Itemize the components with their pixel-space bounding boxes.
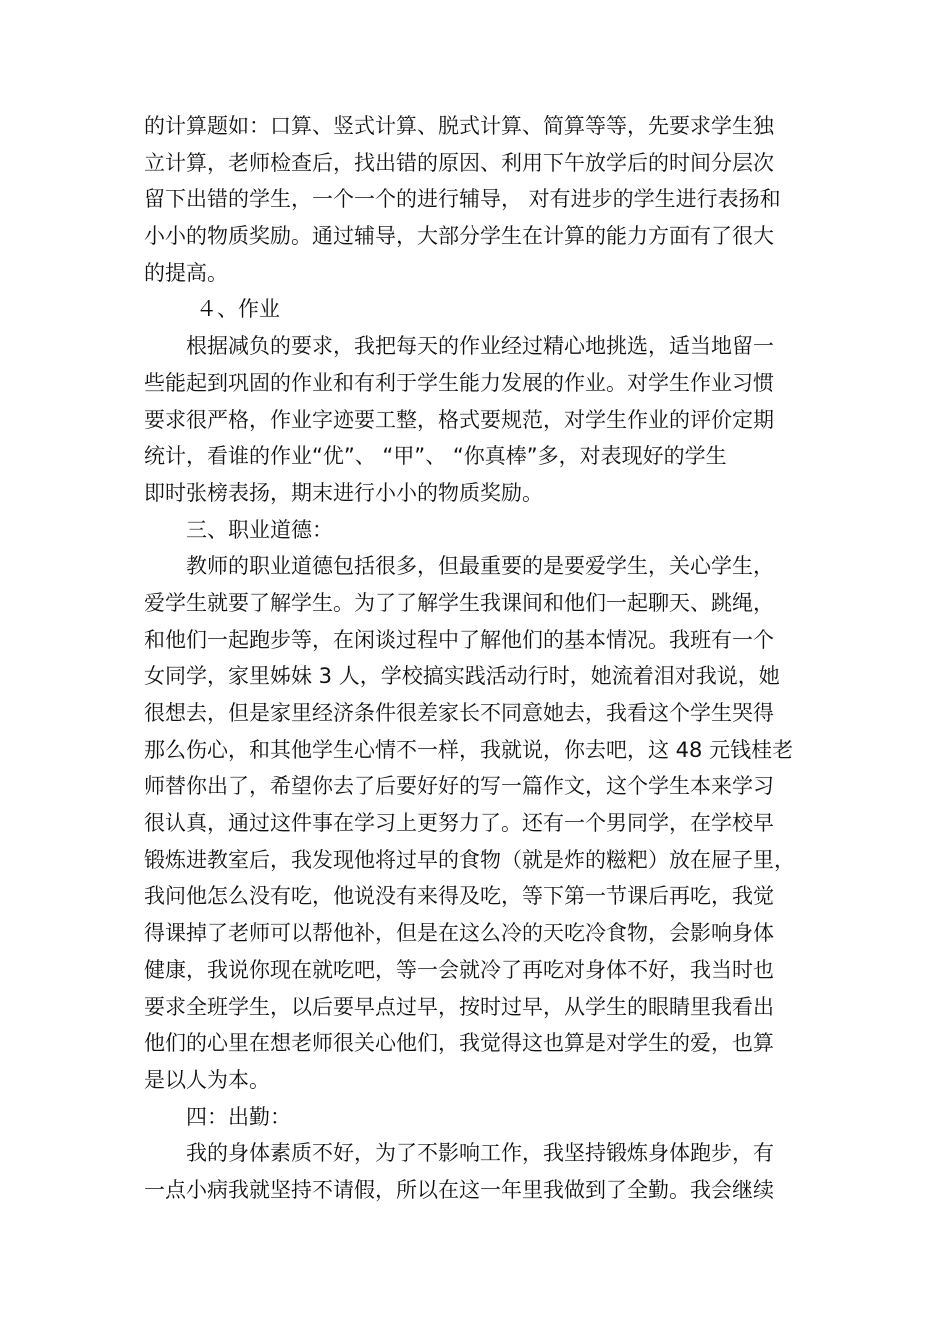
- text-line: 三、职业道德：: [186, 517, 333, 542]
- text-line: 那么伤心，和其他学生心情不一样，我就说，你去吧，这 48 元钱桂老: [144, 737, 794, 762]
- text-line: 爱学生就要了解学生。为了了解学生我课间和他们一起聊天、跳绳，: [144, 590, 774, 615]
- text-line: 女同学，家里姊妹 3 人，学校搞实践活动行时，她流着泪对我说，她: [144, 664, 780, 689]
- text-line: 锻炼进教室后，我发现他将过早的食物（就是炸的糍粑）放在屉子里，: [144, 847, 795, 872]
- text-line: 是以人为本。: [144, 1067, 270, 1092]
- text-line: 立计算，老师检查后，找出错的原因、利用下午放学后的时间分层次: [144, 150, 774, 175]
- text-line: 小小的物质奖励。通过辅导，大部分学生在计算的能力方面有了很大: [144, 224, 774, 249]
- text-line: 要求很严格，作业字迹要工整，格式要规范，对学生作业的评价定期: [144, 407, 774, 432]
- text-line: 四：出勤：: [186, 1104, 291, 1129]
- text-line: 他们的心里在想老师很关心他们，我觉得这也算是对学生的爱，也算: [144, 1031, 774, 1056]
- text-line: 很想去，但是家里经济条件很差家长不同意她去，我看这个学生哭得: [144, 701, 774, 725]
- text-line: 师替你出了，希望你去了后要好好的写一篇作文，这个学生本来学习: [144, 774, 774, 799]
- text-line: 得课掉了老师可以帮他补，但是在这么冷的天吃冷食物，会影响身体: [144, 921, 774, 946]
- text-line: 一点小病我就坚持不请假，所以在这一年里我做到了全勤。我会继续: [144, 1177, 774, 1202]
- text-line: 的计算题如：口算、竖式计算、脱式计算、简算等等，先要求学生独: [144, 114, 774, 138]
- text-line: 我问他怎么没有吃，他说没有来得及吃，等下第一节课后再吃，我觉: [144, 884, 774, 909]
- document-body: [144, 108, 814, 1209]
- text-line: 些能起到巩固的作业和有利于学生能力发展的作业。对学生作业习惯: [144, 370, 774, 395]
- text-line: 的提高。: [144, 260, 228, 285]
- text-line: 留下出错的学生，一个一个的进行辅导， 对有进步的学生进行表扬和: [144, 187, 781, 212]
- text-line: 和他们一起跑步等，在闲谈过程中了解他们的基本情况。我班有一个: [144, 627, 774, 652]
- text-line: 健康，我说你现在就吃吧，等一会就冷了再吃对身体不好，我当时也: [144, 957, 774, 982]
- text-line: 根据减负的要求，我把每天的作业经过精心地挑选，适当地留一: [186, 334, 774, 359]
- text-line: ４、作业: [196, 297, 280, 322]
- text-line: 教师的职业道德包括很多，但最重要的是要爱学生，关心学生，: [186, 554, 774, 579]
- text-line: 统计，看谁的作业“优”、 “甲”、 “你真棒”多，对表现好的学生: [144, 444, 727, 469]
- text-line: 要求全班学生，以后要早点过早，按时过早，从学生的眼睛里我看出: [144, 994, 774, 1019]
- text-line: 我的身体素质不好，为了不影响工作，我坚持锻炼身体跑步，有: [186, 1141, 774, 1166]
- text-line: 很认真，通过这件事在学习上更努力了。还有一个男同学，在学校早: [144, 811, 774, 836]
- text-line: 即时张榜表扬，期末进行小小的物质奖励。: [144, 480, 543, 505]
